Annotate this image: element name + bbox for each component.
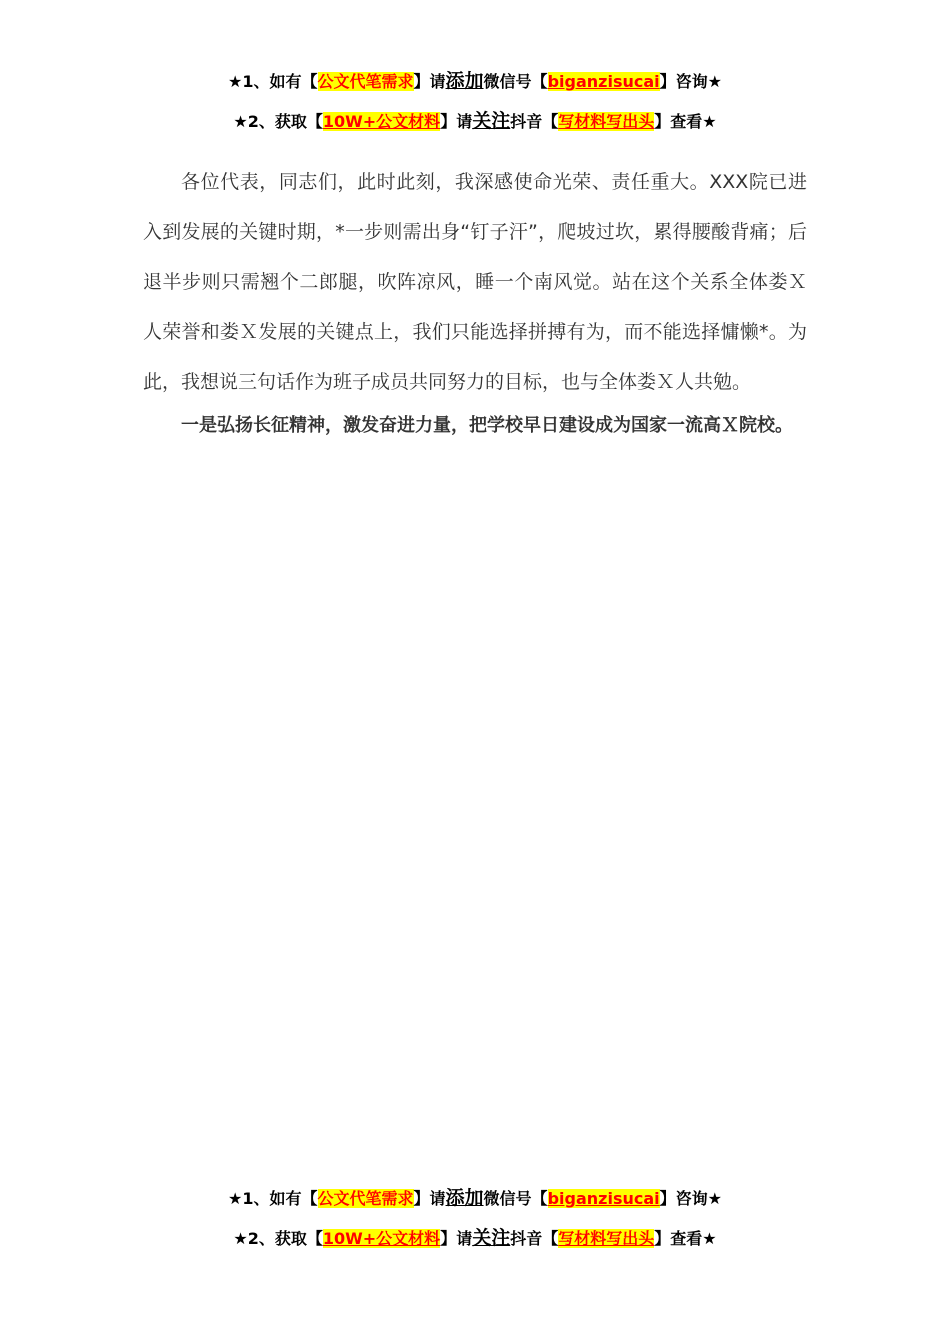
banner-text: 】请	[440, 1229, 473, 1248]
banner-line-2	[0, 1218, 950, 1258]
banner-text: ★1、如有【	[228, 1189, 318, 1208]
banner-text: 抖音【	[510, 112, 559, 131]
emphasis-text: 添加	[445, 70, 484, 92]
douyin-account: 写材料写出头	[558, 1229, 655, 1248]
banner-text: 】请	[440, 112, 473, 131]
banner-text: 】查看★	[654, 1229, 717, 1248]
highlight-service: 公文代笔需求	[317, 1189, 414, 1208]
document-body	[143, 157, 807, 438]
header-banner	[0, 61, 950, 141]
banner-text: 】咨询★	[659, 72, 722, 91]
douyin-account: 写材料写出头	[558, 112, 655, 131]
banner-text: ★2、获取【	[233, 112, 323, 131]
banner-text: ★2、获取【	[233, 1229, 323, 1248]
body-paragraph: 各位代表，同志们，此时此刻，我深感使命光荣、责任重大。XXX院已进入到发展的关键时期，*一步则需出身“钉子汗”，爬坡过坎，累得腰酸背痛；后退半步则只需翘个二郎腿，吹阵凉风，睡一个南风觉。站在这个关系全体娄Ｘ人荣誉和娄Ｘ发展的关键点上，我们只能选择拼搏有为，而不能选择慵懒*。为此，我想说三句话作为班子成员共同努力的目标，也与全体娄Ｘ人共勉。	[143, 171, 807, 393]
highlight-materials: 10W+公文材料	[322, 112, 441, 131]
banner-text: 微信号【	[483, 1189, 548, 1208]
banner-text: 】请	[413, 72, 446, 91]
emphasis-text: 关注	[472, 110, 511, 132]
footer-banner	[0, 1178, 950, 1258]
highlight-service: 公文代笔需求	[317, 72, 414, 91]
wechat-id: biganzisucai	[547, 72, 660, 91]
banner-line-2	[0, 101, 950, 141]
banner-text: 】请	[413, 1189, 446, 1208]
banner-line-1	[0, 1178, 950, 1218]
highlight-materials: 10W+公文材料	[322, 1229, 441, 1248]
body-heading-paragraph: 一是弘扬长征精神，激发奋进力量，把学校早日建设成为国家一流高Ｘ院校。	[181, 415, 793, 436]
banner-text: 微信号【	[483, 72, 548, 91]
emphasis-text: 关注	[472, 1227, 511, 1249]
banner-text: 抖音【	[510, 1229, 559, 1248]
emphasis-text: 添加	[445, 1187, 484, 1209]
banner-text: ★1、如有【	[228, 72, 318, 91]
wechat-id: biganzisucai	[547, 1189, 660, 1208]
banner-line-1	[0, 61, 950, 101]
banner-text: 】查看★	[654, 112, 717, 131]
banner-text: 】咨询★	[659, 1189, 722, 1208]
